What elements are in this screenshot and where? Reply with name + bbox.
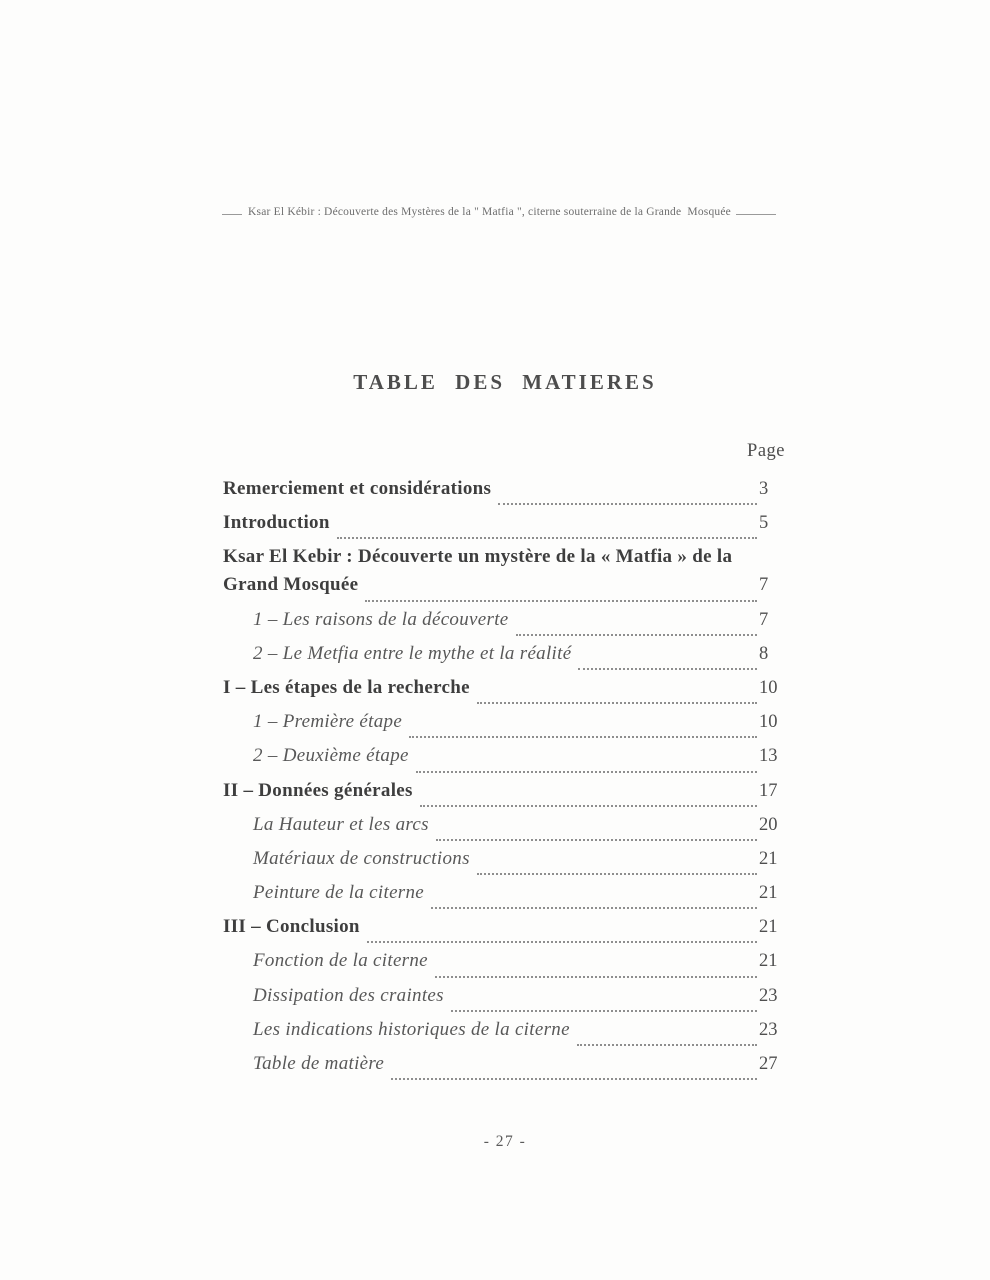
toc-entry-page: 20 bbox=[759, 814, 778, 835]
dot-leader bbox=[498, 503, 757, 505]
toc-entry-page: 10 bbox=[759, 712, 778, 733]
dot-leader bbox=[477, 873, 757, 875]
toc-entry-label: I – Les étapes de la recherche bbox=[223, 676, 470, 698]
toc-entry-page: 17 bbox=[759, 780, 778, 801]
toc-entry-page: 21 bbox=[759, 917, 778, 938]
toc-entry-page: 5 bbox=[759, 513, 769, 534]
toc-entry bbox=[223, 985, 785, 1019]
toc-entry bbox=[223, 745, 785, 779]
toc-entry-label: 1 – Les raisons de la découverte bbox=[253, 608, 509, 630]
table-of-contents bbox=[223, 478, 785, 1087]
toc-entry bbox=[223, 848, 785, 882]
toc-entry-label: La Hauteur et les arcs bbox=[253, 813, 429, 835]
toc-entry-label: 2 – Deuxième étape bbox=[253, 745, 409, 767]
toc-entry-page: 27 bbox=[759, 1054, 778, 1074]
dot-leader bbox=[435, 976, 757, 978]
toc-entry bbox=[223, 711, 785, 745]
toc-entry bbox=[223, 574, 785, 608]
toc-entry-label: Table de matière bbox=[253, 1053, 385, 1074]
toc-entry-label: Ksar El Kebir : Découverte un mystère de la « Matfia » de la bbox=[223, 546, 733, 568]
dot-leader bbox=[577, 1044, 757, 1046]
toc-entry-page: 21 bbox=[759, 883, 778, 904]
toc-entry-label: Grand Mosquée bbox=[223, 574, 359, 596]
toc-entry bbox=[223, 916, 785, 950]
toc-entry bbox=[223, 609, 785, 643]
dot-leader bbox=[451, 1010, 757, 1012]
toc-entry-label: III – Conclusion bbox=[223, 916, 360, 938]
header-rule-left bbox=[222, 214, 242, 215]
toc-entry bbox=[223, 1019, 785, 1053]
toc-entry bbox=[223, 882, 785, 916]
toc-entry-page: 21 bbox=[759, 951, 778, 972]
toc-entry-label: Peinture de la citerne bbox=[253, 882, 425, 904]
toc-entry bbox=[223, 512, 785, 546]
toc-entry bbox=[223, 677, 785, 711]
page-column-label: Page bbox=[747, 441, 785, 461]
dot-leader bbox=[477, 702, 757, 704]
toc-entry-page: 3 bbox=[759, 479, 769, 499]
dot-leader bbox=[391, 1078, 757, 1080]
dot-leader bbox=[416, 771, 757, 773]
toc-entry-page: 7 bbox=[759, 609, 769, 630]
running-header-text: Ksar El Kébir : Découverte des Mystères de la " Matfia ", citerne souterraine de la Grande Mosquée bbox=[248, 206, 731, 218]
toc-entry-page: 23 bbox=[759, 985, 778, 1006]
dot-leader bbox=[578, 668, 757, 670]
dot-leader bbox=[431, 907, 757, 909]
dot-leader bbox=[367, 941, 757, 943]
dot-leader bbox=[409, 736, 757, 738]
dot-leader bbox=[420, 805, 757, 807]
toc-entry-label: Introduction bbox=[223, 512, 330, 534]
toc-entry bbox=[223, 478, 785, 512]
toc-entry-page: 21 bbox=[759, 848, 778, 869]
footer-page-number: - 27 - bbox=[483, 1133, 527, 1150]
page-title: TABLE DES MATIERES bbox=[353, 370, 657, 394]
toc-entry-label: Remerciement et considérations bbox=[223, 478, 492, 499]
toc-entry-label: Dissipation des craintes bbox=[253, 984, 444, 1006]
header-rule-right bbox=[736, 214, 776, 215]
toc-entry bbox=[223, 780, 785, 814]
running-header bbox=[222, 206, 776, 218]
dot-leader bbox=[365, 600, 757, 602]
toc-entry-label: 2 – Le Metfia entre le mythe et la réalité bbox=[253, 642, 572, 664]
toc-entry-page: 23 bbox=[759, 1019, 778, 1040]
toc-entry bbox=[223, 1053, 785, 1087]
toc-entry bbox=[223, 814, 785, 848]
toc-entry-label: II – Données générales bbox=[223, 779, 413, 801]
toc-entry-page: 13 bbox=[759, 746, 778, 767]
toc-entry bbox=[223, 950, 785, 984]
dot-leader bbox=[436, 839, 757, 841]
toc-entry-page: 8 bbox=[759, 643, 769, 664]
toc-entry-label: Fonction de la citerne bbox=[253, 950, 428, 972]
toc-entry bbox=[223, 643, 785, 677]
toc-entry bbox=[223, 546, 785, 574]
toc-entry-page: 7 bbox=[759, 575, 769, 596]
toc-entry-page: 10 bbox=[759, 677, 778, 698]
dot-leader bbox=[337, 537, 757, 539]
toc-entry-label: 1 – Première étape bbox=[253, 711, 403, 733]
toc-entry-label: Matériaux de constructions bbox=[253, 847, 470, 869]
dot-leader bbox=[516, 634, 757, 636]
toc-entry-label: Les indications historiques de la citerne bbox=[253, 1018, 570, 1040]
